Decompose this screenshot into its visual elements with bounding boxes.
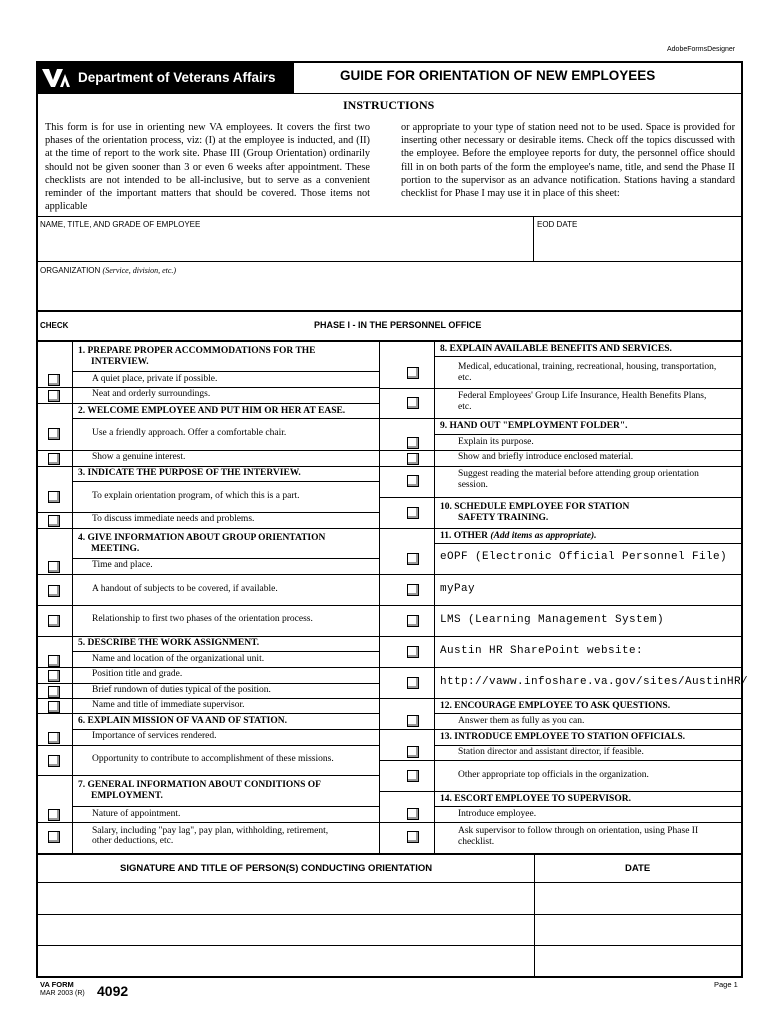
department-name: Department of Veterans Affairs	[78, 70, 276, 85]
instructions-col2: or appropriate to your type of station need not to be used. Space is provided for inserting other necessary or desirable items. Check off the topics discussed with the employee. Before the employee reports for duty, the personnel office should fill in on both parts of the form the employee's name, title, and send the Phase II portion to the supervisor as an advance notification. Stations having a standard checklist for Phase I may use it in place of this sheet:	[401, 122, 735, 200]
item1-line-a: A quiet place, private if possible.	[92, 374, 218, 384]
check-item2-b[interactable]	[48, 453, 60, 465]
check-item10[interactable]	[407, 507, 419, 519]
check-item8-a[interactable]	[407, 367, 419, 379]
item2-heading: 2. WELCOME EMPLOYEE AND PUT HIM OR HER AT EASE.	[78, 406, 346, 416]
check-item5-b[interactable]	[48, 670, 60, 682]
item14-line-a: Introduce employee.	[458, 809, 537, 819]
date-field-1[interactable]	[537, 884, 739, 913]
organization-field[interactable]	[38, 278, 738, 308]
item4-line-a: Time and place.	[92, 560, 153, 570]
form-title: GUIDE FOR ORIENTATION OF NEW EMPLOYEES	[340, 68, 656, 83]
item4-heading: 4. GIVE INFORMATION ABOUT GROUP ORIENTATION MEETING.	[78, 533, 326, 554]
check-item5-c[interactable]	[48, 686, 60, 698]
item3-heading: 3. INDICATE THE PURPOSE OF THE INTERVIEW.	[78, 468, 301, 478]
va-logo-icon	[40, 66, 72, 90]
instructions-title: INSTRUCTIONS	[343, 98, 435, 112]
other-item-eopf[interactable]: eOPF (Electronic Official Personnel File)	[440, 551, 728, 563]
signature-field-2[interactable]	[38, 916, 532, 944]
item14-heading: 14. ESCORT EMPLOYEE TO SUPERVISOR.	[440, 794, 631, 804]
eod-date-label: EOD DATE	[537, 220, 578, 229]
item13-heading: 13. INTRODUCE EMPLOYEE TO STATION OFFICIALS.	[440, 732, 686, 742]
item8-heading: 8. EXPLAIN AVAILABLE BENEFITS AND SERVICES.	[440, 344, 672, 354]
item9-line-b: Show and briefly introduce enclosed material.	[458, 452, 634, 462]
signature-field-1[interactable]	[38, 884, 532, 913]
va-form-label: VA FORM	[40, 980, 74, 989]
other-item-lms[interactable]: LMS (Learning Management System)	[440, 614, 665, 626]
item4-line-c: Relationship to first two phases of the orientation process.	[92, 614, 313, 624]
check-item13-b[interactable]	[407, 770, 419, 782]
date-label: DATE	[625, 863, 651, 874]
check-item8-b[interactable]	[407, 397, 419, 409]
check-item5-d[interactable]	[48, 701, 60, 713]
department-banner	[36, 62, 294, 93]
check-other-url[interactable]	[407, 677, 419, 689]
item6-line-a: Importance of services rendered.	[92, 731, 217, 741]
item14-line-b: Ask supervisor to follow through on orientation, using Phase II checklist.	[458, 826, 699, 847]
item1-heading: 1. PREPARE PROPER ACCOMMODATIONS FOR THE INTERVIEW.	[78, 346, 316, 367]
item5-line-a: Name and location of the organizational unit.	[92, 654, 265, 664]
check-other-sharepoint[interactable]	[407, 646, 419, 658]
date-field-2[interactable]	[537, 916, 739, 944]
item13-line-b: Other appropriate top officials in the organization.	[458, 770, 649, 780]
item5-line-b: Position title and grade.	[92, 669, 183, 679]
organization-label: ORGANIZATION (Service, division, etc.)	[40, 266, 177, 275]
check-item5-a[interactable]	[48, 655, 60, 667]
item1-line-b: Neat and orderly surroundings.	[92, 389, 211, 399]
other-item-mypay[interactable]: myPay	[440, 583, 476, 595]
instructions-col1: This form is for use in orienting new VA employees. It covers the first two phases of the orientation process, viz: (I) at the employee is inducted, and (II) at the time of report to the work site. Phase III (Group Orientation) ordinarily should not be given sooner than 3 or even 6 weeks after appointment. These checklists are not intended to be all-inclusive, but to serve as a convenient reminder of the important matters that should be covered. Those items not applicable	[45, 122, 370, 213]
check-item2-a[interactable]	[48, 428, 60, 440]
check-other-lms[interactable]	[407, 615, 419, 627]
check-item1-a[interactable]	[48, 374, 60, 386]
name-title-grade-label: NAME, TITLE, AND GRADE OF EMPLOYEE	[40, 220, 201, 229]
check-item4-b[interactable]	[48, 585, 60, 597]
check-item13-a[interactable]	[407, 746, 419, 758]
check-item6-b[interactable]	[48, 755, 60, 767]
forms-designer-label: AdobeFormsDesigner	[667, 46, 736, 53]
form-revision: MAR 2003 (R)	[40, 990, 85, 997]
check-item3-b[interactable]	[48, 515, 60, 527]
item12-line-a: Answer them as fully as you can.	[458, 716, 585, 726]
item9-line-c: Suggest reading the material before attending group orientation session.	[458, 469, 699, 490]
check-item14-a[interactable]	[407, 808, 419, 820]
check-item7-a[interactable]	[48, 809, 60, 821]
check-other-eopf[interactable]	[407, 553, 419, 565]
check-item4-a[interactable]	[48, 561, 60, 573]
check-other-mypay[interactable]	[407, 584, 419, 596]
check-item3-a[interactable]	[48, 491, 60, 503]
signature-field-3[interactable]	[38, 947, 532, 975]
item4-line-b: A handout of subjects to be covered, if available.	[92, 584, 278, 594]
date-field-3[interactable]	[537, 947, 739, 975]
item3-line-a: To explain orientation program, of which this is a part.	[92, 491, 300, 501]
page-number: Page 1	[714, 980, 738, 989]
item6-heading: 6. EXPLAIN MISSION OF VA AND OF STATION.	[78, 716, 287, 726]
check-item9-a[interactable]	[407, 437, 419, 449]
item9-line-a: Explain its purpose.	[458, 437, 534, 447]
check-item4-c[interactable]	[48, 615, 60, 627]
name-title-grade-field[interactable]	[38, 232, 530, 258]
other-item-sharepoint[interactable]: Austin HR SharePoint website:	[440, 645, 644, 657]
item2-line-a: Use a friendly approach. Offer a comfortable chair.	[92, 428, 287, 438]
item2-line-b: Show a genuine interest.	[92, 452, 186, 462]
other-item-url[interactable]: http://vaww.infoshare.va.gov/sites/AustinHR/	[440, 676, 749, 688]
check-item1-b[interactable]	[48, 390, 60, 402]
item8-line-b: Federal Employees' Group Life Insurance, Health Benefits Plans, etc.	[458, 391, 707, 412]
item10-heading: 10. SCHEDULE EMPLOYEE FOR STATION SAFETY TRAINING.	[440, 502, 630, 523]
check-column-label: CHECK	[40, 321, 69, 330]
check-item9-c[interactable]	[407, 475, 419, 487]
check-item14-b[interactable]	[407, 831, 419, 843]
item11-heading: 11. OTHER (Add items as appropriate).	[440, 531, 597, 541]
signature-label: SIGNATURE AND TITLE OF PERSON(S) CONDUCTING ORIENTATION	[120, 863, 433, 874]
item13-line-a: Station director and assistant director, if feasible.	[458, 747, 644, 757]
item12-heading: 12. ENCOURAGE EMPLOYEE TO ASK QUESTIONS.	[440, 701, 671, 711]
item9-heading: 9. HAND OUT "EMPLOYMENT FOLDER".	[440, 421, 628, 431]
item7-heading: 7. GENERAL INFORMATION ABOUT CONDITIONS OF EMPLOYMENT.	[78, 780, 321, 801]
item8-line-a: Medical, educational, training, recreational, housing, transportation, etc.	[458, 362, 717, 383]
check-item7-b[interactable]	[48, 831, 60, 843]
check-item6-a[interactable]	[48, 732, 60, 744]
phase1-title: PHASE I - IN THE PERSONNEL OFFICE	[314, 320, 482, 330]
check-item12[interactable]	[407, 715, 419, 727]
item3-line-b: To discuss immediate needs and problems.	[92, 514, 255, 524]
item5-line-d: Name and title of immediate supervisor.	[92, 700, 245, 710]
form-number: 4092	[97, 983, 129, 999]
item5-line-c: Brief rundown of duties typical of the position.	[92, 685, 271, 695]
check-item9-b[interactable]	[407, 453, 419, 465]
item6-line-b: Opportunity to contribute to accomplishment of these missions.	[92, 754, 334, 764]
organization-hint: (Service, division, etc.)	[102, 266, 177, 275]
item5-heading: 5. DESCRIBE THE WORK ASSIGNMENT.	[78, 638, 260, 648]
item7-line-b: Salary, including "pay lag", pay plan, withholding, retirement, other deductions, etc.	[92, 826, 329, 846]
item11-note: (Add items as appropriate).	[490, 531, 597, 541]
item7-line-a: Nature of appointment.	[92, 809, 181, 819]
eod-date-field[interactable]	[536, 232, 738, 258]
